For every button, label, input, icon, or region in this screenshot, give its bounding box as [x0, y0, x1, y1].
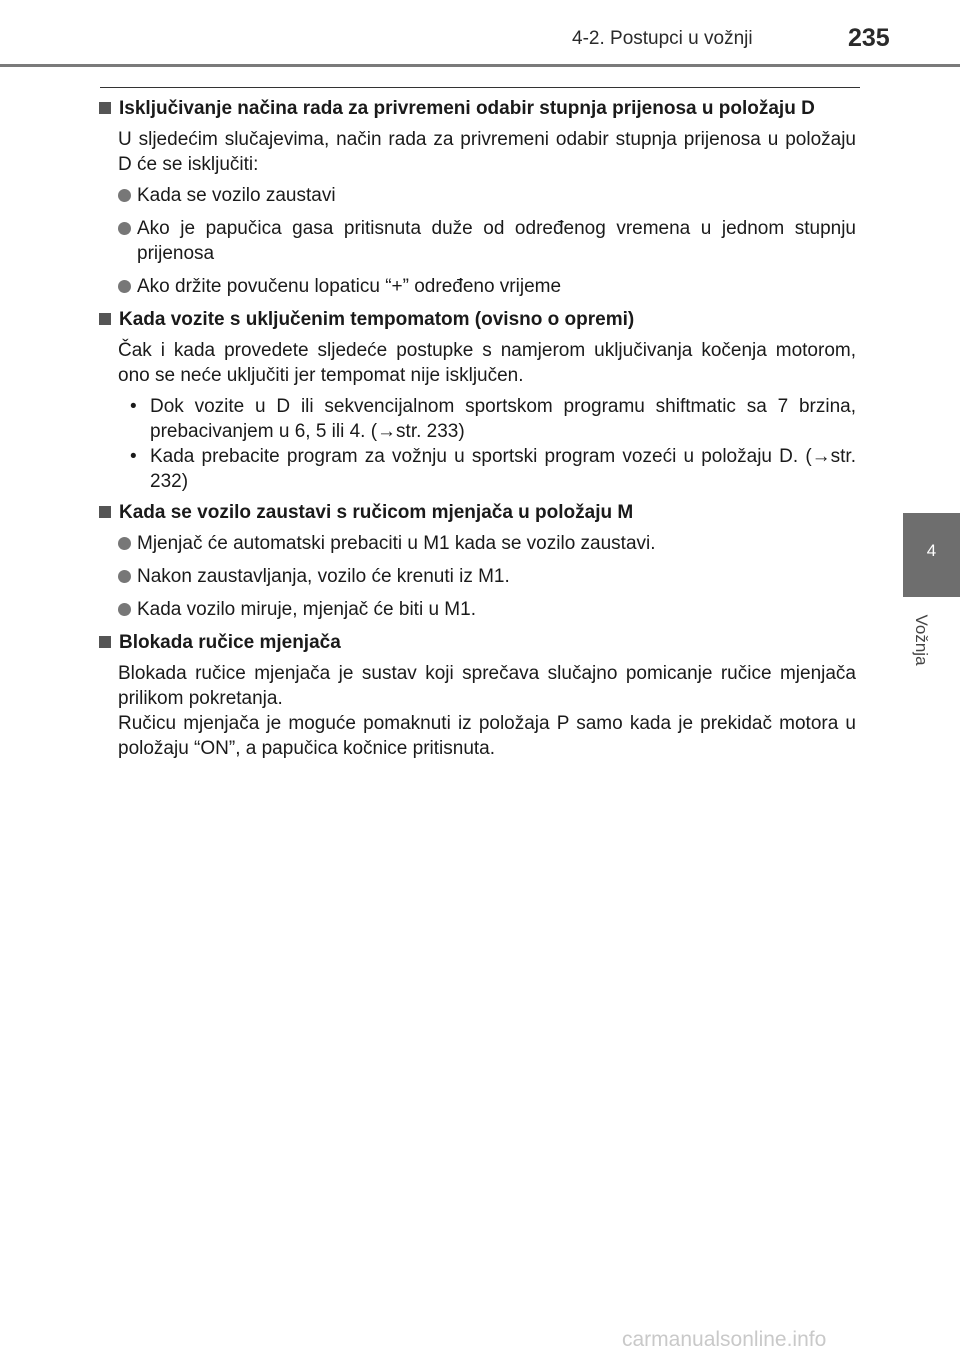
list-item: [118, 531, 856, 556]
list-item-text: Ako je papučica gasa pritisnuta duže od određenog vremena u jednom stupnju prijenosa: [137, 218, 856, 264]
sub-bullet-icon: •: [130, 396, 137, 417]
section-heading-text: Blokada ručice mjenjača: [119, 632, 341, 653]
section-heading: [98, 500, 856, 525]
chapter-tab: [903, 513, 960, 597]
section-shift-lock: [98, 630, 856, 761]
section-heading-text: Kada se vozilo zaustavi s ručicom mjenjača u položaju M: [119, 502, 634, 523]
sub-list-item: [130, 444, 856, 494]
content-divider: [100, 87, 860, 88]
circle-bullet-icon: [118, 189, 131, 202]
chapter-number: 4: [926, 541, 937, 560]
list-item-text: Ako držite povučenu lopaticu “+” određeno vrijeme: [137, 276, 562, 297]
section-m-position: [98, 500, 856, 622]
section-heading: [98, 307, 856, 332]
section-paragraph: Blokada ručice mjenjača je sustav koji sprečava slučajno pomicanje ručice mjenjača prilikom pokretanja.: [118, 663, 856, 709]
list-item-text: Kada vozilo miruje, mjenjač će biti u M1.: [137, 599, 476, 620]
section-intro: Čak i kada provedete sljedeće postupke s namjerom uključivanja kočenja motorom, ono se neće uključiti jer tempomat nije isključen.: [118, 340, 856, 386]
page-number: 235: [848, 24, 890, 52]
header-divider: [0, 64, 960, 67]
sub-bullet-icon: •: [130, 446, 137, 467]
section-title: 4-2. Postupci u vožnji: [572, 28, 753, 49]
section-cruise-control: [98, 307, 856, 500]
section-heading-text: Isključivanje načina rada za privremeni odabir stupnja prijenosa u položaju D: [119, 98, 815, 119]
square-bullet-icon: [99, 102, 111, 114]
circle-bullet-icon: [118, 603, 131, 616]
watermark: carmanualsonline.info: [622, 1328, 827, 1351]
sub-list-item-text: Kada prebacite program za vožnju u sportski program vozeći u položaju D. (→str. 232): [150, 446, 856, 492]
list-item-text: Mjenjač će automatski prebaciti u M1 kada se vozilo zaustavi.: [137, 533, 656, 554]
list-item-text: Nakon zaustavljanja, vozilo će krenuti iz M1.: [137, 566, 510, 587]
section-paragraph: Ručicu mjenjača je moguće pomaknuti iz položaja P samo kada je prekidač motora u položaju “ON”, a papučica kočnice pritisnuta.: [118, 713, 856, 759]
list-item: [118, 216, 856, 266]
square-bullet-icon: [99, 506, 111, 518]
page-content: [98, 96, 856, 767]
square-bullet-icon: [99, 313, 111, 325]
list-item-text: Kada se vozilo zaustavi: [137, 185, 336, 206]
page-header: [0, 0, 960, 66]
list-item: [118, 183, 856, 208]
section-d-position: [98, 96, 856, 299]
circle-bullet-icon: [118, 222, 131, 235]
sub-list-item-text: Dok vozite u D ili sekvencijalnom sportskom programu shiftmatic sa 7 brzina, prebacivanjem u 6, 5 ili 4. (→str. 233): [150, 396, 856, 442]
square-bullet-icon: [99, 636, 111, 648]
section-heading: [98, 96, 856, 121]
list-item: [118, 564, 856, 589]
list-item: [118, 597, 856, 622]
circle-bullet-icon: [118, 280, 131, 293]
section-heading: [98, 630, 856, 655]
list-item: [118, 274, 856, 299]
circle-bullet-icon: [118, 537, 131, 550]
sub-list-item: [130, 394, 856, 444]
circle-bullet-icon: [118, 570, 131, 583]
section-heading-text: Kada vozite s uključenim tempomatom (ovisno o opremi): [119, 309, 635, 330]
section-intro: U sljedećim slučajevima, način rada za privremeni odabir stupnja prijenosa u položaju D će se isključiti:: [118, 129, 856, 175]
chapter-label: Vožnja: [912, 614, 931, 666]
